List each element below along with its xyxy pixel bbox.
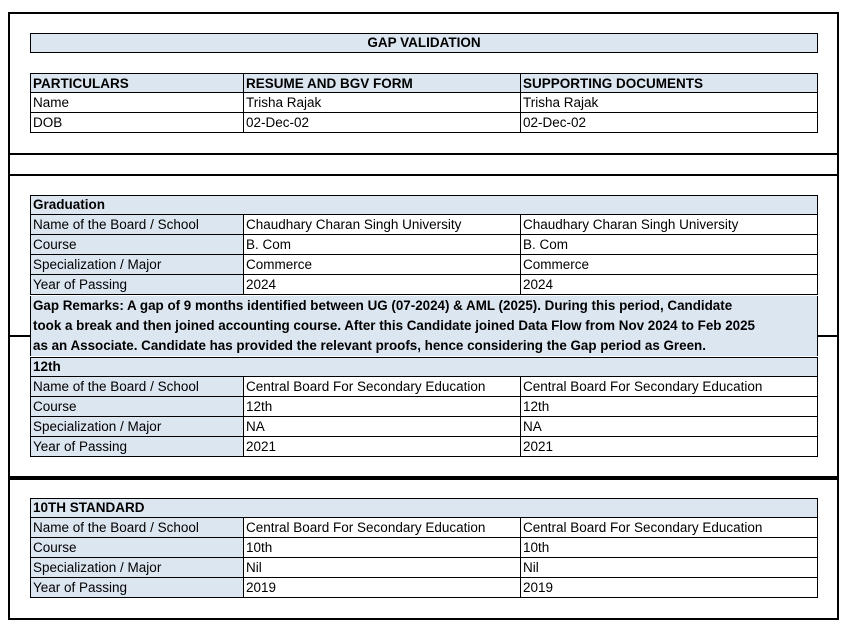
section-divider [8,153,839,155]
row-label: Specialization / Major [30,558,244,578]
document-value: 12th [521,397,818,417]
column-header-particulars: PARTICULARS [30,73,244,93]
table-header-row [30,73,818,93]
row-label: Course [30,235,244,255]
resume-value: Central Board For Secondary Education [244,518,521,538]
resume-value: 10th [244,538,521,558]
row-label: Year of Passing [30,578,244,598]
resume-value: 12th [244,397,521,417]
resume-value: NA [244,417,521,437]
table-row [30,215,818,235]
table-row [30,578,818,598]
document-value: 2024 [521,275,818,295]
resume-value: Chaudhary Charan Singh University [244,215,521,235]
gap-remarks-line: Gap Remarks: A gap of 9 months identified between UG (07-2024) & AML (2025). During this period, Candidate [33,298,733,313]
table-row [30,437,818,457]
page-title: GAP VALIDATION [30,33,818,53]
section-heading-10th: 10TH STANDARD [30,498,818,518]
resume-value: 2019 [244,578,521,598]
table-row [30,235,818,255]
row-label: Course [30,397,244,417]
row-label: Year of Passing [30,437,244,457]
document-value: NA [521,417,818,437]
resume-value: Nil [244,558,521,578]
document-value: 2019 [521,578,818,598]
row-label: Course [30,538,244,558]
section-divider-stub [8,335,30,337]
section-divider [8,478,839,480]
section-divider [8,174,839,176]
resume-value: Central Board For Secondary Education [244,377,521,397]
section-heading-graduation: Graduation [30,195,818,215]
document-value: 2021 [521,437,818,457]
gap-remarks-line: took a break and then joined accounting course. After this Candidate joined Data Flow from Nov 2024 to Feb 2025 [33,318,755,333]
table-row [30,113,818,133]
section-heading-12th: 12th [30,357,818,377]
row-label: Name [30,93,244,113]
document-value: Trisha Rajak [521,93,818,113]
document-value: 02-Dec-02 [521,113,818,133]
document-value: Commerce [521,255,818,275]
table-row [30,538,818,558]
resume-value: 2021 [244,437,521,457]
document-value: 10th [521,538,818,558]
row-label: Name of the Board / School [30,377,244,397]
section-divider-stub [818,335,839,337]
row-label: Name of the Board / School [30,518,244,538]
resume-value: Commerce [244,255,521,275]
gap-remarks-line: as an Associate. Candidate has provided the relevant proofs, hence considering the Gap period as Green. [33,338,706,353]
document-value: Central Board For Secondary Education [521,377,818,397]
table-row [30,255,818,275]
table-row [30,397,818,417]
column-header-resume: RESUME AND BGV FORM [244,73,521,93]
table-row [30,518,818,538]
table-row [30,93,818,113]
document-value: Central Board For Secondary Education [521,518,818,538]
resume-value: B. Com [244,235,521,255]
table-row [30,558,818,578]
table-row [30,377,818,397]
document-value: Chaudhary Charan Singh University [521,215,818,235]
resume-value: 2024 [244,275,521,295]
row-label: Year of Passing [30,275,244,295]
document-value: Nil [521,558,818,578]
document-value: B. Com [521,235,818,255]
table-row [30,275,818,295]
resume-value: Trisha Rajak [244,93,521,113]
row-label: Specialization / Major [30,255,244,275]
row-label: DOB [30,113,244,133]
resume-value: 02-Dec-02 [244,113,521,133]
gap-remarks [30,296,818,356]
row-label: Specialization / Major [30,417,244,437]
column-header-supporting: SUPPORTING DOCUMENTS [521,73,818,93]
row-label: Name of the Board / School [30,215,244,235]
table-row [30,417,818,437]
